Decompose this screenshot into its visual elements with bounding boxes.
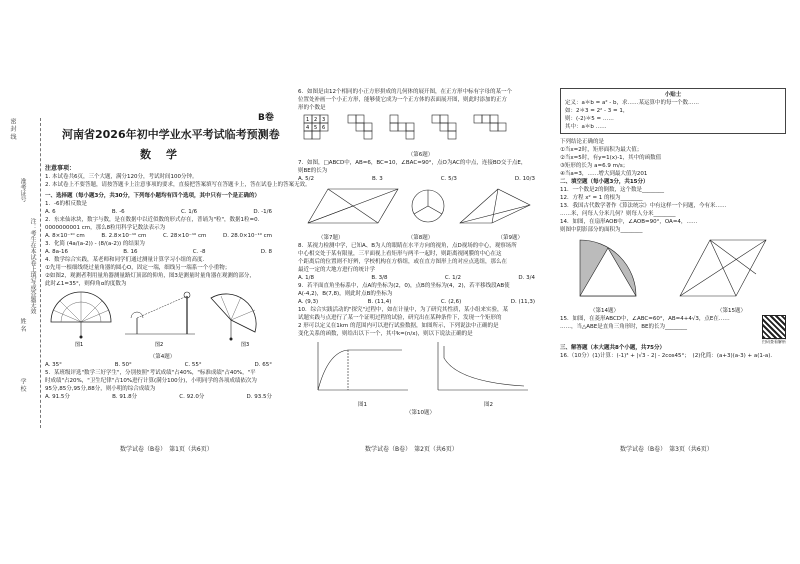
q3-option-d: D. 8 [260,249,272,255]
q4-option-b: B. 50° [114,362,132,368]
q12: 12．方程 x² = 1 的根为________ [560,195,643,201]
q10b-line-5: ④当a=3，……增大到最大值为201 [560,171,648,177]
q10-line-2: 试题实践与点进行了某一个证明过程的试验，研究出在某种条件下，发现一个矩形的 [298,315,502,321]
q8-line-3: 个距离后的位置则不好辨，学校机构在方格组，或在直方图形上的对应点选组，那么在 [298,259,508,265]
q2-line-1: 2．东来仙冰块，数字与数，是在数据中以近似数的形式存在，普诵为"粒"，数据1粒=0. [45,217,260,223]
q4-option-c: C. 55° [184,362,202,368]
q6-net-figures [298,112,538,148]
q7-line-2: 则BE的长为 [298,168,328,174]
q2-line-2: 0000000001 cm，那么8粒用科学记数法表示为 [45,225,166,231]
q8-option-a: A. 1/8 [298,275,315,281]
qr-code-icon [762,315,786,339]
q2-option-a: A. 8×10⁻¹⁰ cm [45,233,85,239]
q10-captions [298,401,543,409]
q14-caption: （第14题） [590,308,619,314]
q1-stem: 1．-6的相反数是 [45,201,87,207]
q5-option-c: C. 92.0分 [179,394,205,400]
q4-option-d: D. 65° [254,362,272,368]
q6-line-2: 位置处补画一个小正方形，能够使它成为一个正方体的表面展开图，则此时添加的正方 [298,97,508,103]
page-2-column [298,88,543,448]
q15-caption: （第15题） [717,308,746,314]
q10-caption: （第10题） [406,410,435,416]
q10-line-3: 2 形可以定义在1km 的范围内可以进行试验数据，如图所示，下列说法中正确的是 [298,323,499,329]
q7-option-a: A. 5/2 [298,176,315,182]
q1-option-a: A. 6 [45,209,56,215]
q8-line-1: 8．某视力检测中学，已知A、B为人的眼睛在水平方向的视角，点D视场的中心，观察场所 [298,243,517,249]
q7-caption: （第7题） [318,235,344,241]
section-3-heading: 三、解答题（本大题共8个小题，共75分） [560,345,665,351]
q4-caption: （第4题） [149,354,176,360]
q8-option-d: D. 3/4 [518,275,535,281]
binding-school: 学 校 [19,378,26,392]
q15-line-1: 15．如图，在菱形ABCD中，∠ABC=60°，AB=4+4√3，点E在…… [560,316,730,322]
q10b-line-4: ③矩形的长为 a=6.9 m/s； [560,163,629,169]
q9-caption: （第9题） [497,235,523,241]
q13-line-1: 13．我国古代数学著作《算法统宗》中有这样一个问题，今有米…… [560,203,727,209]
q10-line-1: 10．综合实践活动的"探究"过程中，如在计量中，为了研究其性质，某小组来实验，某 [298,307,509,313]
binding-name: 姓 名 [19,318,26,332]
q4-option-a: A. 35° [45,362,62,368]
q7-q9-figures [298,183,538,231]
q3-options [45,248,280,256]
q15-row [560,315,786,344]
q10b-line-1: 下列结论正确的是 [560,139,605,145]
q4-figures [45,288,275,350]
volume-tag: B卷 [258,113,274,123]
tip-line-4: 其中：a＊b …… [565,124,607,130]
page-3-column [560,88,786,448]
q7-q9-captions [298,234,543,242]
q7-option-d: D. 10/3 [514,176,535,182]
q9-line-2: A(-4,2)，B(7,8)，则此时点B的坐标为 [298,291,393,297]
binding-exam-no: 准考证号 [19,178,26,202]
tip-line-2: 如：2＊3 = 2² - 3 = 1， [565,108,629,114]
q4-line-4: 此时∠1=35°，则仰角α的度数为 [45,281,127,287]
q15-line-2: ……，当△ABE是直角三角形时，BE的长为________ [560,324,687,330]
q6-grid-label-3: 3 [322,117,326,123]
q7-line-1: 7．如图，□ABCD中，AB=6，BC=10，∠BAC=90°，点O为AC的中点，连接BO交于点E， [298,160,527,166]
q4-line-1: 4．数学综合实践，某老师和同学们通过测量计算学习小组的高度. [45,257,205,263]
q5-options [45,393,280,401]
q6-caption: （第6题） [407,152,434,158]
q4-line-2: ①先用一根细线绕过量角器的圆心O，固定一端，细线另一端系一个小重物； [45,265,231,271]
q5-option-a: A. 91.5分 [45,394,70,400]
q16: 16.（10分）(1)计算：(-1)³ + |√3 - 2| - 2cos45°； (2)化简：(a+3)(a-3) + a(1-a)． [560,353,776,359]
q2-option-d: D. 28.0×10⁻¹⁰ cm [222,233,272,239]
q10-line-4: 变化关系的函数，则给出以下一个，其中k=(n/x)，则以下说法正确的是 [298,331,473,337]
q1-option-d: D. -1/6 [253,209,272,215]
q2-option-c: C. 28×10⁻¹⁰ cm [162,233,207,239]
q10b-line-3: ②当x=5时，有y=1(x)-1，其中的函数值 [560,155,662,161]
q11: 11．一个数是2的倒数，这个数是________ [560,187,664,193]
notice-item-2: 2. 本试卷上不要答题，请按答题卡上注意事项的要求，直接把答案填写在答题卡上，答在试卷上的答案无效。 [45,182,311,188]
q3-stem: 3．化简 (4a/(a-2)) - (8/(a-2)) 的结果为 [45,241,145,247]
page-3-footer: 数学试卷（B卷） 第3页（共6页） [620,446,713,453]
subject-title: 数 学 [140,148,179,161]
section-1-heading: 一、选择题（每小题3分，共30分，下列每小题均有四个选项，其中只有一个是正确的） [45,193,260,199]
q8-option-b: B. 3/8 [371,275,388,281]
q5-option-d: D. 93.5分 [246,394,272,400]
q3-option-a: A. 8a-16 [45,249,69,255]
notice-item-1: 1. 本试卷共6页，三个大题，满分120分，考试时间100分钟。 [45,174,198,180]
q6-line-3: 形的个数是 [298,105,326,111]
q2-option-b: B. 2.8×10⁻¹⁰ cm [101,233,147,239]
q14-line-2: 则图中阴影部分的面积为________ [560,227,643,233]
q10b-line-2: ①当x=2时，矩形面积为最大值； [560,147,643,153]
q4-line-3: ②如图2，观测者利用量角器测量路灯顶部的仰角，图3是测量时量角器在观测的部分， [45,273,255,279]
q8-options [298,274,543,282]
q7-options [298,175,543,183]
q2-options [45,232,280,240]
q9-option-c: C. (2,6) [440,299,462,305]
page-1-footer: 数学试卷（B卷） 第1页（共6页） [120,446,213,453]
q7-option-c: C. 5/3 [440,176,457,182]
q5-line-2: 时成绩"占20%，"卫生纪律"占10%进行计算(满分100分)，小明同学的各项成绩依次为 [45,378,257,384]
q7-option-b: B. 3 [371,176,383,182]
q8-line-4: 最近一定的大地方进行的统计学 [298,267,376,273]
page-2-footer: 数学试卷（B卷） 第2页（共6页） [365,446,458,453]
q10-fig2-caption: 图2 [484,402,493,408]
tip-heading: 小贴士 [664,92,682,98]
q13-line-2: ……米，问每人分米几何？则每人分米________ [560,211,676,217]
q6-grid-label-5: 5 [314,125,318,131]
q6-grid-label-6: 6 [322,125,326,131]
q1-option-c: C. 1/6 [180,209,198,215]
binding-notice: 注：考生在本试卷上填写或答题无效 [29,218,36,314]
q3-option-c: C. -8 [192,249,206,255]
q4-fig1-caption: 图1 [75,342,84,348]
q5-line-3: 95分,85分,95分,88分，则小明的综合成绩为 [45,386,156,392]
q9-options [298,298,543,306]
q10-graphs [298,338,538,398]
q6-grid-label-4: 4 [306,125,310,131]
q9-option-b: B. (11,4) [367,299,392,305]
q4-fig3-caption: 图3 [241,342,250,348]
tip-line-3: 则：(-2)＊5 = …… [565,116,614,122]
section-2-heading: 二、填空题（每小题3分，共15分） [560,179,649,185]
qr-caption: 扫码查看解析 [762,339,786,344]
q5-option-b: B. 91.8分 [112,394,138,400]
q9-line-1: 9．若平面直角坐标系中，点A的坐标为(2，0)，点B的坐标为(4，2)，若平移线段AB使 [298,283,510,289]
q6-grid-label-1: 1 [306,117,310,123]
binding-strip [6,118,41,428]
q8-option-c: C. 1/2 [444,275,462,281]
notice-heading: 注意事项： [45,165,76,172]
q14-line-1: 14．如图，在扇形AOB中，∠AOB=90°，OA=4，…… [560,219,698,225]
q10-fig1-caption: 图1 [358,402,367,408]
q6-line-1: 6．如图是由12个相同的小正方形拼成的几何体的展开图，在正方形中标有字母的某一个 [298,89,513,95]
tip-line-1: 定义：a＊b = a² - b，求……某运算中的每一个数…… [565,100,700,106]
q6-grid-label-2: 2 [314,117,318,123]
q3-option-b: B. 16 [123,249,138,255]
exam-title: 河南省2026年初中学业水平考试临考预测卷 [62,128,280,141]
q14-q15-figures [560,234,786,304]
q9-option-a: A. (9,3) [298,299,319,305]
q4-options [45,361,280,369]
binding-seal-mark: 密 封 线 [9,118,16,140]
q5-line-1: 5．某班级评选"数学三好学生"，分别按照"考试成绩"占40%，"标准成绩"占40%，"平 [45,370,256,376]
tip-box [560,88,786,134]
q8-caption: （第8题） [407,235,434,241]
q1-option-b: B. -6 [111,209,125,215]
q14-q15-captions [560,307,786,315]
q9-option-d: D. (11,3) [510,299,535,305]
q4-fig2-caption: 图2 [155,342,164,348]
q1-options [45,208,280,216]
q8-line-2: 中心相交处于某有限量，三平面视上看矩形与两半一起时，则距离视网膜的中心在这 [298,251,502,257]
